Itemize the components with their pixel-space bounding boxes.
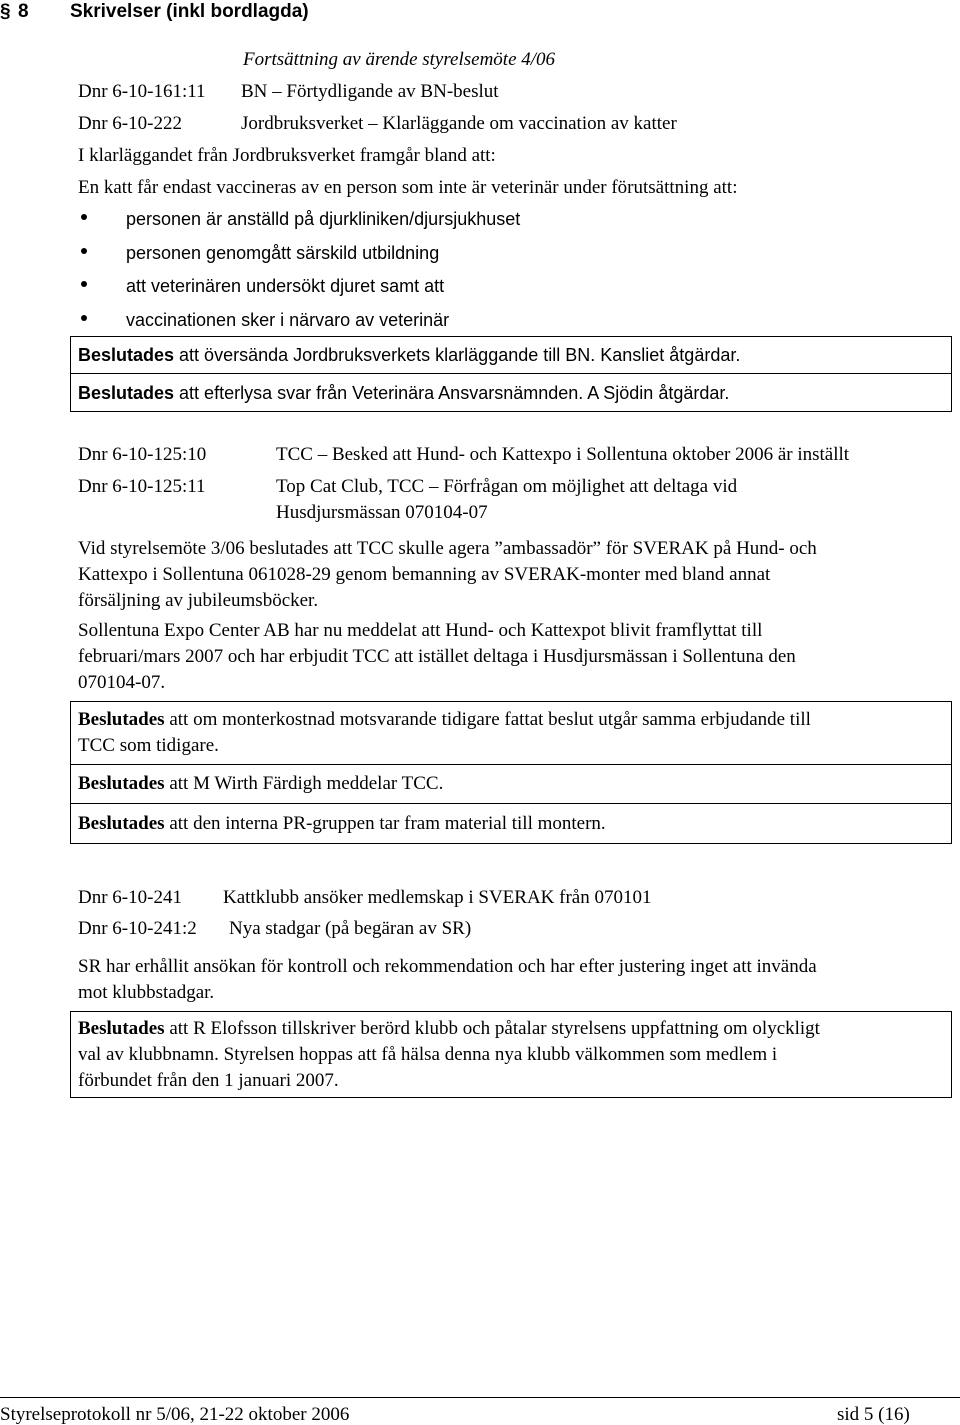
decision-text: att R Elofsson tillskriver berörd klubb och påtalar styrelsens uppfattning om olyckligt (164, 1018, 820, 1039)
decision-text: att om monterkostnad motsvarande tidigare fattat beslut utgår samma erbjudande till (164, 709, 811, 730)
section-symbol: § (0, 1, 11, 22)
bullet-item: vaccinationen sker i närvaro av veterinär (126, 310, 450, 330)
dnr-number: Dnr 6-10-125:10 (78, 444, 207, 465)
paragraph-line: SR har erhållit ansökan för kontroll och rekommendation och har efter justering inget att invända (78, 956, 817, 977)
decision-text: att M Wirth Färdigh meddelar TCC. (164, 773, 444, 794)
decision-line (78, 1016, 820, 1042)
decision-line (78, 380, 729, 406)
decision-text: att efterlysa svar från Veterinära Ansvarsnämnden. A Sjödin åtgärdar. (174, 383, 730, 403)
paragraph-line: Vid styrelsemöte 3/06 beslutades att TCC skulle agera ”ambassadör” för SVERAK på Hund- och (78, 538, 817, 559)
dnr-subject: Top Cat Club, TCC – Förfrågan om möjlighet att deltaga vid (276, 476, 738, 497)
paragraph-line: Sollentuna Expo Center AB har nu meddelat att Hund- och Kattexpot blivit framflyttat till (78, 620, 763, 641)
dnr-subject: Jordbruksverket – Klarläggande om vaccination av katter (241, 113, 677, 134)
paragraph-line: mot klubbstadgar. (78, 982, 215, 1003)
decision-label: Beslutades (78, 383, 175, 403)
paragraph-line: februari/mars 2007 och har erbjudit TCC att istället deltaga i Husdjursmässan i Sollentuna den (78, 646, 796, 667)
dnr-subject: Kattklubb ansöker medlemskap i SVERAK från 070101 (223, 887, 652, 908)
bullet-item: personen är anställd på djurkliniken/djursjukhuset (126, 209, 521, 229)
decision-line (78, 342, 740, 368)
decision-divider (70, 803, 952, 804)
decision-line-cont: val av klubbnamn. Styrelsen hoppas att få hälsa denna nya klubb välkommen som medlem i (78, 1044, 778, 1065)
dnr-subject-cont: Husdjursmässan 070104-07 (276, 502, 488, 523)
decision-line-cont: TCC som tidigare. (78, 735, 219, 756)
bullet-icon (81, 214, 87, 220)
dnr-number: Dnr 6-10-222 (78, 113, 182, 134)
paragraph: I klarläggandet från Jordbruksverket framgår bland att: (78, 145, 496, 166)
section-number: 8 (18, 1, 29, 22)
decision-label: Beslutades (78, 709, 165, 730)
decision-line-cont: förbundet från den 1 januari 2007. (78, 1070, 339, 1091)
decision-line (78, 707, 811, 733)
paragraph-line: 070104-07. (78, 672, 166, 693)
footer-rule (0, 1397, 960, 1398)
paragraph-line: Kattexpo i Sollentuna 061028-29 genom bemanning av SVERAK-monter med bland annat (78, 564, 771, 585)
bullet-icon (81, 281, 87, 287)
dnr-number: Dnr 6-10-241 (78, 887, 182, 908)
decision-line (78, 811, 606, 837)
dnr-number: Dnr 6-10-125:11 (78, 476, 206, 497)
footer-page-number: sid 5 (16) (837, 1404, 910, 1425)
bullet-item: att veterinären undersökt djuret samt att (126, 276, 445, 296)
decision-label: Beslutades (78, 773, 165, 794)
decision-line (78, 771, 443, 797)
dnr-number: Dnr 6-10-161:11 (78, 81, 206, 102)
paragraph: En katt får endast vaccineras av en person som inte är veterinär under förutsättning att: (78, 177, 738, 198)
bullet-icon (81, 248, 87, 254)
bullet-icon (81, 315, 87, 321)
paragraph-line: försäljning av jubileumsböcker. (78, 590, 319, 611)
dnr-subject: Nya stadgar (på begäran av SR) (229, 918, 472, 939)
bullet-item: personen genomgått särskild utbildning (126, 243, 440, 263)
continuation-note: Fortsättning av ärende styrelsemöte 4/06 (243, 49, 556, 70)
decision-label: Beslutades (78, 813, 165, 834)
dnr-number: Dnr 6-10-241:2 (78, 918, 197, 939)
decision-divider (70, 764, 952, 765)
section-title: Skrivelser (inkl bordlagda) (70, 1, 309, 22)
decision-text: att den interna PR-gruppen tar fram material till montern. (164, 813, 606, 834)
decision-divider (70, 373, 952, 374)
dnr-subject: BN – Förtydligande av BN-beslut (241, 81, 499, 102)
dnr-subject: TCC – Besked att Hund- och Kattexpo i Sollentuna oktober 2006 är inställt (276, 444, 850, 465)
decision-label: Beslutades (78, 1018, 165, 1039)
footer-left: Styrelseprotokoll nr 5/06, 21-22 oktober 2006 (0, 1404, 350, 1425)
decision-label: Beslutades (78, 345, 175, 365)
decision-text: att översända Jordbruksverkets klarläggande till BN. Kansliet åtgärdar. (174, 345, 741, 365)
